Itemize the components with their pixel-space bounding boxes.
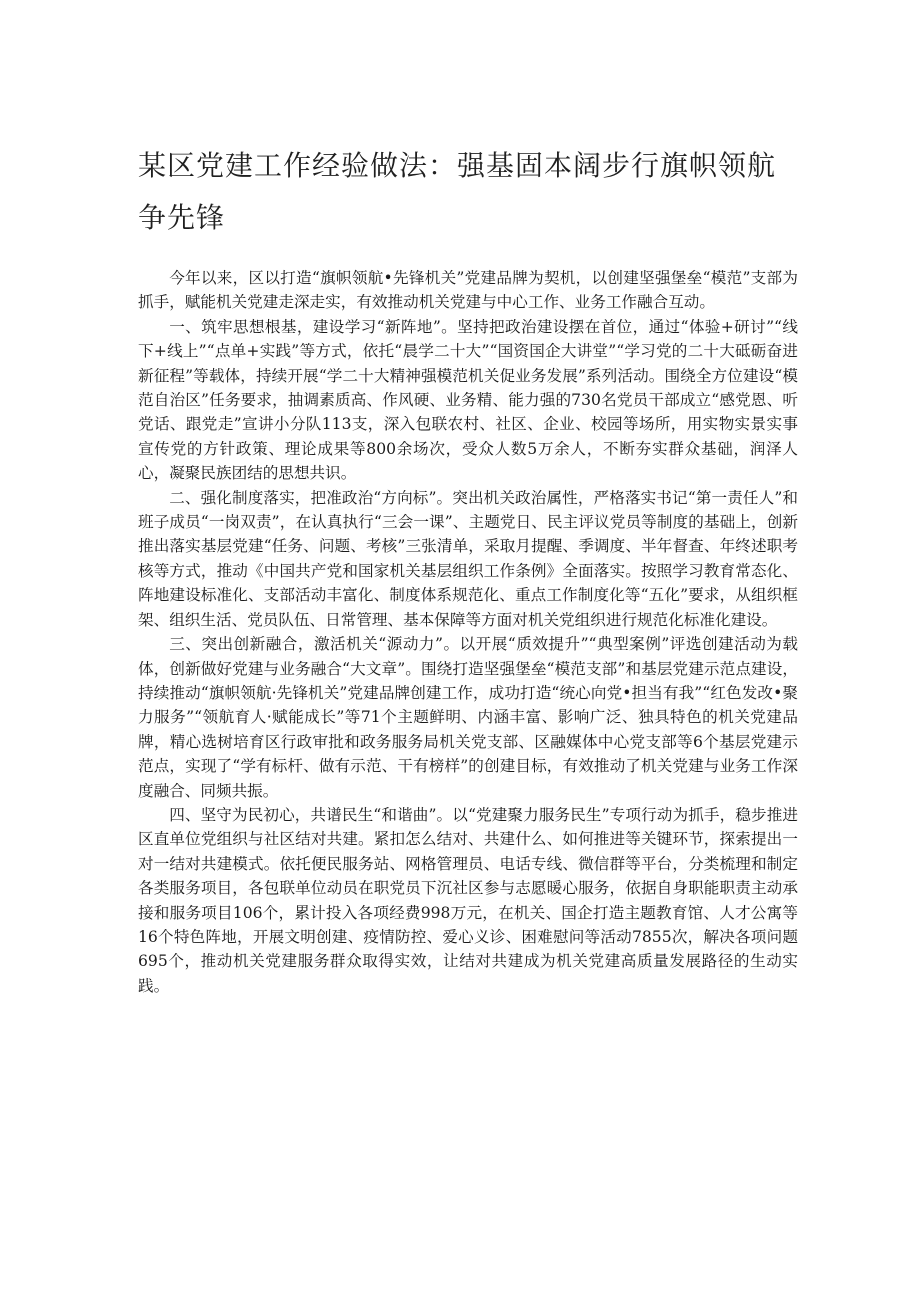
section-one-paragraph: 一、筑牢思想根基，建设学习“新阵地”。坚持把政治建设摆在首位，通过“体验+研讨”“线下+线上”“点单+实践”等方式，依托“晨学二十大”“国资国企大讲堂”“学习党的二十大砥砺奋进新征程”等载体，持续开展“学二十大精神强模范机关促业务发展”系列活动。围绕全方位建设“模范自治区”任务要求，抽调素质高、作风硬、业务精、能力强的730名党员干部成立“感党恩、听党话、跟党走”宣讲小分队113支，深入包联农村、社区、企业、校园等场所，用实物实景实事宣传党的方针政策、理论成果等800余场次，受众人数5万余人，不断夯实群众基础，润泽人心，凝聚民族团结的思想共识。 <box>138 317 798 483</box>
section-two-paragraph: 二、强化制度落实，把准政治“方向标”。突出机关政治属性，严格落实书记“第一责任人”和班子成员“一岗双责”，在认真执行“三会一课”、主题党日、民主评议党员等制度的基础上，创新推出落实基层党建“任务、问题、考核”三张清单，采取月提醒、季调度、半年督查、年终述职考核等方式，推动《中国共产党和国家机关基层组织工作条例》全面落实。按照学习教育常态化、阵地建设标准化、支部活动丰富化、制度体系规范化、重点工作制度化等“五化”要求，从组织框架、组织生活、党员队伍、日常管理、基本保障等方面对机关党组织进行规范化标准化建设。 <box>138 488 798 629</box>
intro-paragraph: 今年以来，区以打造“旗帜领航•先锋机关”党建品牌为契机，以创建坚强堡垒“模范”支部为抓手，赋能机关党建走深走实，有效推动机关党建与中心工作、业务工作融合互动。 <box>138 269 798 312</box>
document-page <box>138 140 798 998</box>
section-four-paragraph: 四、坚守为民初心，共谱民生“和谐曲”。以“党建聚力服务民生”专项行动为抓手，稳步推进区直单位党组织与社区结对共建。紧扣怎么结对、共建什么、如何推进等关键环节，探索提出一对一结对共建模式。依托便民服务站、网格管理员、电话专线、微信群等平台，分类梳理和制定各类服务项目，各包联单位动员在职党员下沉社区参与志愿暖心服务，依据自身职能职责主动承接和服务项目106个，累计投入各项经费998万元，在机关、国企打造主题教育馆、人才公寓等16个特色阵地，开展文明创建、疫情防控、爱心义诊、困难慰问等活动7855次，解决各项问题695个，推动机关党建服务群众取得实效，让结对共建成为机关党建高质量发展路径的生动实践。 <box>138 805 798 995</box>
document-title: 某区党建工作经验做法：强基固本阔步行旗帜领航争先锋 <box>138 149 777 234</box>
section-three-paragraph: 三、突出创新融合，激活机关“源动力”。以开展“质效提升”“典型案例”评选创建活动为载体，创新做好党建与业务融合“大文章”。围绕打造坚强堡垒“模范支部”和基层党建示范点建设，持续推动“旗帜领航·先锋机关”党建品牌创建工作，成功打造“统心向党•担当有我”“红色发改•聚力服务”“领航育人·赋能成长”等71个主题鲜明、内涵丰富、影响广泛、独具特色的机关党建品牌，精心选树培育区行政审批和政务服务局机关党支部、区融媒体中心党支部等6个基层党建示范点，实现了“学有标杆、做有示范、干有榜样”的创建目标，有效推动了机关党建与业务工作深度融合、同频共振。 <box>138 635 798 800</box>
